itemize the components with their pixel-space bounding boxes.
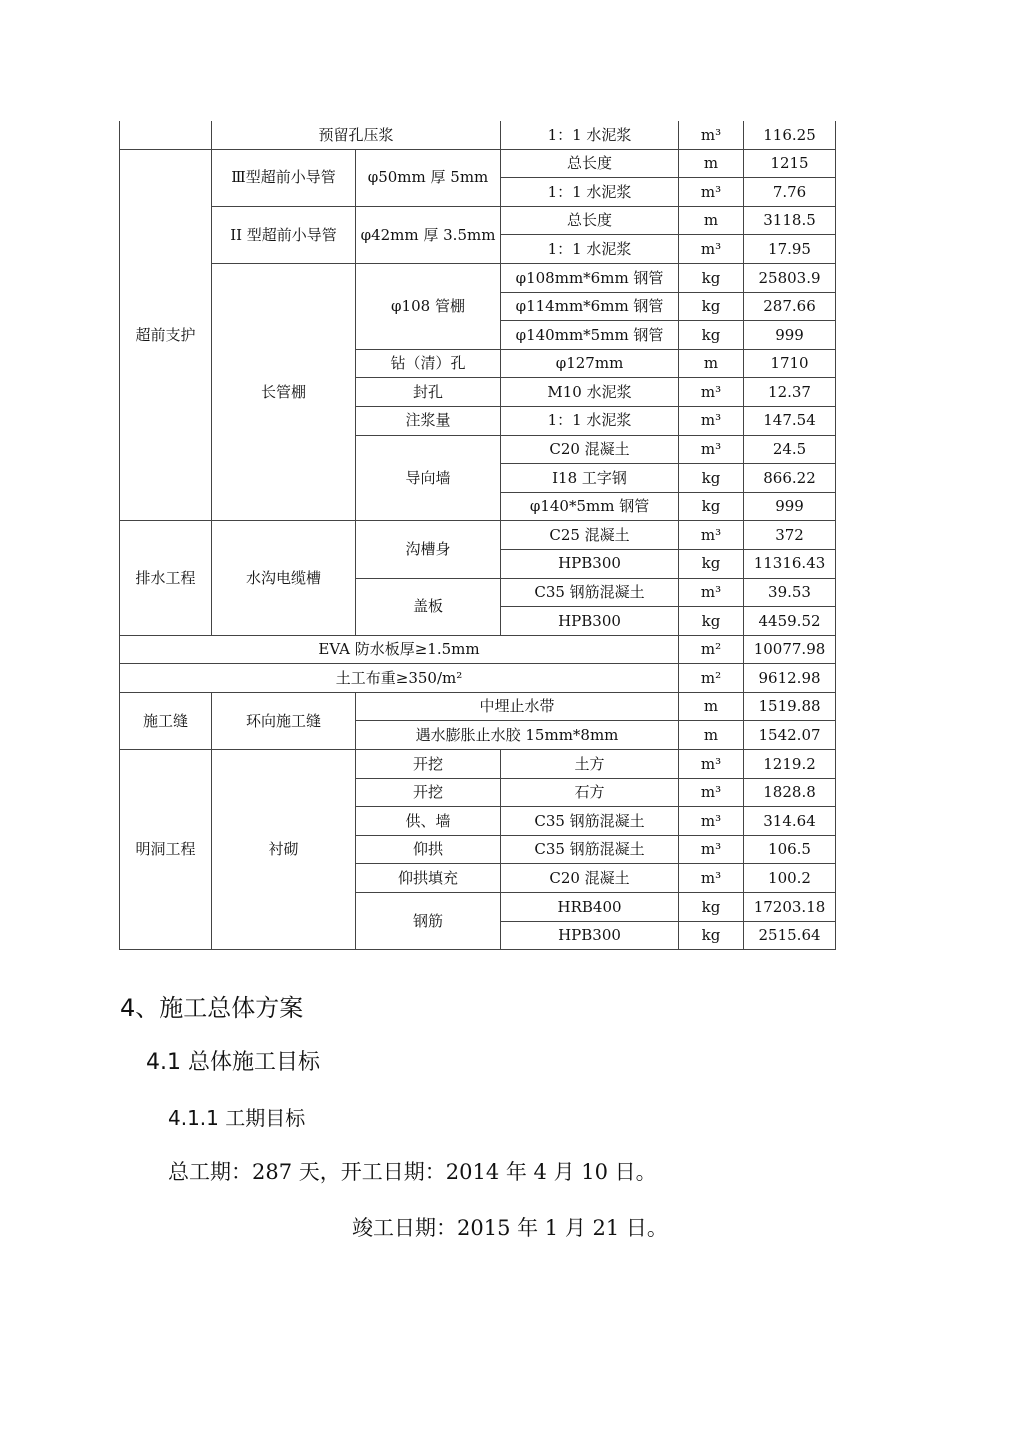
category-cell: 施工缝 [120,692,212,749]
quantity-cell: 866.22 [744,464,836,493]
quantity-cell: 1519.88 [744,692,836,721]
unit-cell: m³ [679,864,744,893]
unit-cell: m [679,692,744,721]
quantity-cell: 24.5 [744,435,836,464]
material-cell: HRB400 [501,893,679,922]
item-cell: Ⅲ型超前小导管 [212,149,356,206]
material-cell: 土方 [501,750,679,779]
material-cell: 中埋止水带 [356,692,679,721]
unit-cell: kg [679,607,744,636]
quantity-cell: 1215 [744,149,836,178]
material-cell: C35 钢筋混凝土 [501,807,679,836]
spec-cell: 沟槽身 [356,521,501,578]
quantity-cell: 100.2 [744,864,836,893]
unit-cell: m³ [679,378,744,407]
material-cell: 总长度 [501,149,679,178]
category-cell: 超前支护 [120,149,212,521]
material-cell: HPB300 [501,549,679,578]
quantity-cell: 3118.5 [744,206,836,235]
unit-cell: m³ [679,835,744,864]
spec-cell: 开挖 [356,778,501,807]
material-cell: 1：1 水泥浆 [501,235,679,264]
spec-cell: 仰拱填充 [356,864,501,893]
unit-cell: m³ [679,807,744,836]
unit-cell: kg [679,321,744,350]
material-cell: HPB300 [501,921,679,950]
unit-cell: m³ [679,121,744,149]
item-cell: 环向施工缝 [212,692,356,749]
material-cell: C25 混凝土 [501,521,679,550]
item-cell: II 型超前小导管 [212,206,356,263]
quantity-cell: 12.37 [744,378,836,407]
quantity-table [119,121,836,950]
spec-cell: 盖板 [356,578,501,635]
unit-cell: m [679,149,744,178]
quantity-cell: 17203.18 [744,893,836,922]
unit-cell: m³ [679,521,744,550]
unit-cell: m³ [679,750,744,779]
unit-cell: m² [679,635,744,664]
completion-paragraph: 竣工日期：2015 年 1 月 21 日。 [352,1216,668,1240]
spec-cell: 注浆量 [356,406,501,435]
table-row [120,664,836,693]
quantity-cell: 372 [744,521,836,550]
quantity-cell: 1219.2 [744,750,836,779]
material-cell: 1：1 水泥浆 [501,178,679,207]
table-row [120,149,836,178]
material-cell: 石方 [501,778,679,807]
material-cell: 1：1 水泥浆 [501,406,679,435]
item-cell: 长管棚 [212,263,356,520]
unit-cell: m³ [679,778,744,807]
quantity-cell: 1828.8 [744,778,836,807]
unit-cell: m³ [679,406,744,435]
table-row [120,206,836,235]
material-cell: φ140*5mm 钢管 [501,492,679,521]
material-cell: 总长度 [501,206,679,235]
unit-cell: kg [679,292,744,321]
quantity-cell: 1710 [744,349,836,378]
material-cell: I18 工字钢 [501,464,679,493]
material-cell: 遇水膨胀止水胶 15mm*8mm [356,721,679,750]
material-cell: C20 混凝土 [501,864,679,893]
unit-cell: kg [679,921,744,950]
spec-cell: φ42mm 厚 3.5mm [356,206,501,263]
spec-cell: 仰拱 [356,835,501,864]
material-cell: C20 混凝土 [501,435,679,464]
subsubsection-heading: 4.1.1 工期目标 [168,1106,306,1130]
quantity-cell: 4459.52 [744,607,836,636]
quantity-cell: 116.25 [744,121,836,149]
unit-cell: m² [679,664,744,693]
spec-cell: 开挖 [356,750,501,779]
category-cell: 排水工程 [120,521,212,635]
quantity-cell: 7.76 [744,178,836,207]
unit-cell: m [679,349,744,378]
item-cell: 衬砌 [212,750,356,950]
material-cell: C35 钢筋混凝土 [501,578,679,607]
quantity-cell: 287.66 [744,292,836,321]
material-cell: M10 水泥浆 [501,378,679,407]
material-cell: HPB300 [501,607,679,636]
material-cell: 1：1 水泥浆 [501,121,679,149]
unit-cell: m³ [679,235,744,264]
spec-cell: 封孔 [356,378,501,407]
table-row [120,692,836,721]
table-row [120,263,836,292]
material-cell: φ127mm [501,349,679,378]
unit-cell: m [679,206,744,235]
spec-cell: 钻（清）孔 [356,349,501,378]
spec-cell: 导向墙 [356,435,501,521]
quantity-cell: 999 [744,321,836,350]
merged-item-cell: EVA 防水板厚≥1.5mm [120,635,679,664]
item-cell: 预留孔压浆 [212,121,501,149]
quantity-cell: 39.53 [744,578,836,607]
table-row [120,121,836,149]
unit-cell: m [679,721,744,750]
table-row [120,635,836,664]
material-cell: φ140mm*5mm 钢管 [501,321,679,350]
subsection-heading: 4.1 总体施工目标 [146,1050,320,1075]
merged-item-cell: 土工布重≥350/m² [120,664,679,693]
quantity-cell: 314.64 [744,807,836,836]
unit-cell: m³ [679,435,744,464]
quantity-cell: 10077.98 [744,635,836,664]
quantity-cell: 2515.64 [744,921,836,950]
schedule-paragraph: 总工期：287 天，开工日期：2014 年 4 月 10 日。 [168,1160,657,1184]
quantity-cell: 147.54 [744,406,836,435]
unit-cell: m³ [679,578,744,607]
material-cell: C35 钢筋混凝土 [501,835,679,864]
quantity-cell: 25803.9 [744,263,836,292]
material-cell: φ114mm*6mm 钢管 [501,292,679,321]
spec-cell: 钢筋 [356,893,501,950]
quantity-cell: 17.95 [744,235,836,264]
quantity-cell: 999 [744,492,836,521]
unit-cell: m³ [679,178,744,207]
quantity-cell: 11316.43 [744,549,836,578]
table-row [120,750,836,779]
quantity-cell: 9612.98 [744,664,836,693]
spec-cell: 供、墙 [356,807,501,836]
unit-cell: kg [679,893,744,922]
unit-cell: kg [679,549,744,578]
quantity-cell: 1542.07 [744,721,836,750]
quantity-cell: 106.5 [744,835,836,864]
category-cell: 明洞工程 [120,750,212,950]
table-row [120,521,836,550]
section-heading: 4、施工总体方案 [120,994,304,1022]
unit-cell: kg [679,492,744,521]
category-cell [120,121,212,149]
spec-cell: φ50mm 厚 5mm [356,149,501,206]
item-cell: 水沟电缆槽 [212,521,356,635]
unit-cell: kg [679,464,744,493]
unit-cell: kg [679,263,744,292]
material-cell: φ108mm*6mm 钢管 [501,263,679,292]
spec-cell: φ108 管棚 [356,263,501,349]
